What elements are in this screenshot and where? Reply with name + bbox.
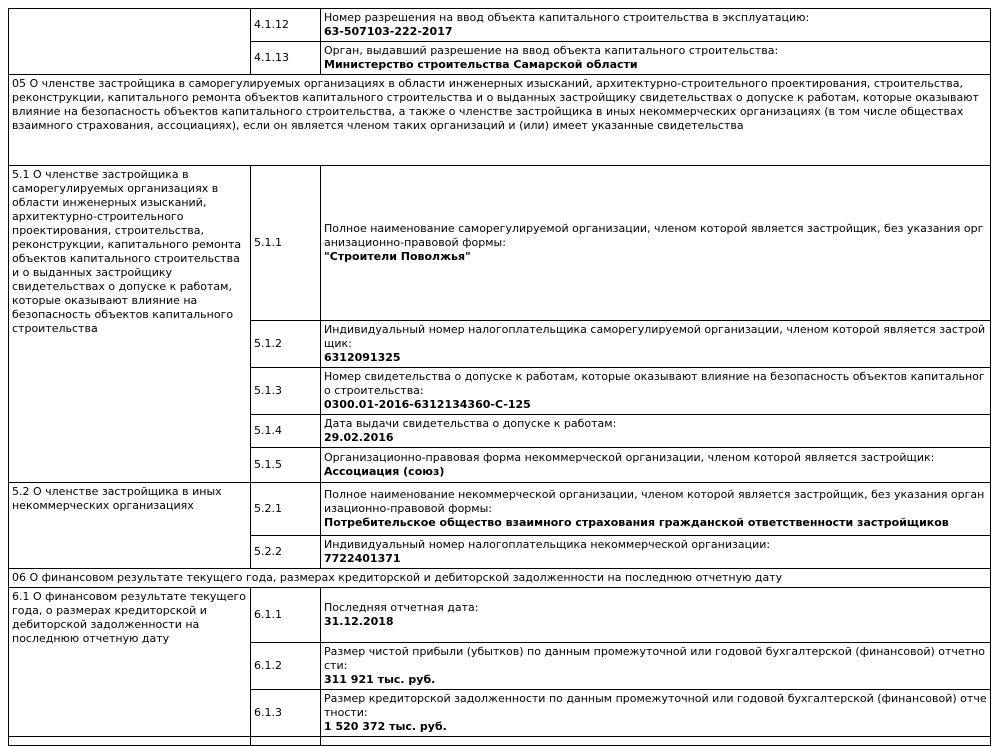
field-cell (321, 321, 991, 368)
section-header-row (9, 75, 991, 166)
field-cell (321, 588, 991, 643)
field-label: Орган, выдавший разрешение на ввод объекта капитального строительства: (324, 44, 779, 57)
field-value: Ассоциация (союз) (324, 465, 445, 478)
section-header-05: 05 О членстве застройщика в саморегулируемых организациях в области инженерных изысканий, архитектурно-строительного проектирования, строительства, реконструкции, капитального ремонта объектов капитального строительства и о выданных застройщику свидетельствах о допуске к работам, которые оказывают влияние на безопасность объектов капитального строительства, а также о членстве застройщика в иных некоммерческих организациях (в том числе обществах взаимного страхования, ассоциациях), если он является членом таких организаций и (или) имеет указанные свидетельства (9, 75, 991, 166)
group-description-empty (9, 9, 251, 75)
field-label: Индивидуальный номер налогоплательщика саморегулируемой организации, членом которой является застройщик: (324, 323, 986, 350)
row-number: 5.1.3 (251, 368, 321, 415)
row-number: 4.1.13 (251, 42, 321, 75)
field-cell (321, 643, 991, 690)
field-value: Министерство строительства Самарской области (324, 58, 638, 71)
group-description-5-2: 5.2 О членстве застройщика в иных некоммерческих организациях (9, 483, 251, 569)
field-value: 0300.01-2016-6312134360-C-125 (324, 398, 531, 411)
section-header-06: 06 О финансовом результате текущего года, размерах кредиторской и дебиторской задолженности на последнюю отчетную дату (9, 569, 991, 588)
field-label: Размер чистой прибыли (убытков) по данным промежуточной или годовой бухгалтерской (финансовой) отчетности: (324, 645, 985, 672)
field-cell (321, 9, 991, 42)
field-label: Дата выдачи свидетельства о допуске к работам: (324, 417, 617, 430)
row-number: 5.2.1 (251, 483, 321, 536)
field-cell (321, 42, 991, 75)
field-value: 31.12.2018 (324, 615, 394, 628)
field-label: Полное наименование некоммерческой организации, членом которой является застройщик, без указания организационно-правовой формы: (324, 488, 985, 515)
table-row-clipped (9, 737, 991, 746)
field-label: Номер свидетельства о допуске к работам, которые оказывают влияние на безопасность объектов капитального строительства: (324, 370, 985, 397)
field-value: Потребительское общество взаимного страхования гражданской ответственности застройщиков (324, 516, 949, 529)
row-number: 6.1.2 (251, 643, 321, 690)
field-label: Организационно-правовая форма некоммерческой организации, членом которой является застройщик: (324, 451, 935, 464)
table-row (9, 166, 991, 321)
field-value: 7722401371 (324, 552, 401, 565)
field-cell (321, 536, 991, 569)
table-row (9, 588, 991, 643)
field-value: 1 520 372 тыс. руб. (324, 720, 447, 733)
field-cell (321, 690, 991, 737)
row-number: 5.1.2 (251, 321, 321, 368)
field-cell (321, 483, 991, 536)
field-label: Номер разрешения на ввод объекта капитального строительства в эксплуатацию: (324, 11, 810, 24)
field-value: 29.02.2016 (324, 431, 394, 444)
row-number: 5.2.2 (251, 536, 321, 569)
empty-cell (251, 737, 321, 746)
row-number: 5.1.4 (251, 415, 321, 448)
field-label: Последняя отчетная дата: (324, 601, 479, 614)
field-value: 311 921 тыс. руб. (324, 673, 436, 686)
group-description-5-1: 5.1 О членстве застройщика в саморегулируемых организациях в области инженерных изысканий, архитектурно-строительного проектирования, строительства, реконструкции, капитального ремонта объектов капитального строительства и о выданных застройщику свидетельствах о допуске к работам, которые оказывают влияние на безопасность объектов капитального строительства (9, 166, 251, 483)
row-number: 6.1.3 (251, 690, 321, 737)
row-number: 6.1.1 (251, 588, 321, 643)
field-label: Размер кредиторской задолженности по данным промежуточной или годовой бухгалтерской (финансовой) отчетности: (324, 692, 987, 719)
table-row (9, 483, 991, 536)
field-value: 6312091325 (324, 351, 401, 364)
row-number: 5.1.1 (251, 166, 321, 321)
declaration-page (8, 8, 991, 746)
table-row (9, 9, 991, 42)
field-cell (321, 415, 991, 448)
field-value: 63-507103-222-2017 (324, 25, 453, 38)
field-label: Индивидуальный номер налогоплательщика некоммерческой организации: (324, 538, 771, 551)
field-cell (321, 166, 991, 321)
row-number: 5.1.5 (251, 448, 321, 483)
row-number: 4.1.12 (251, 9, 321, 42)
field-cell (321, 448, 991, 483)
declaration-table (8, 8, 991, 746)
field-label: Полное наименование саморегулируемой организации, членом которой является застройщик, без указания организационно-правовой формы: (324, 222, 984, 249)
empty-cell (9, 737, 251, 746)
empty-cell (321, 737, 991, 746)
group-description-6-1: 6.1 О финансовом результате текущего года, о размерах кредиторской и дебиторской задолженности на последнюю отчетную дату (9, 588, 251, 737)
section-header-row (9, 569, 991, 588)
field-cell (321, 368, 991, 415)
field-value: "Строители Поволжья" (324, 250, 471, 263)
